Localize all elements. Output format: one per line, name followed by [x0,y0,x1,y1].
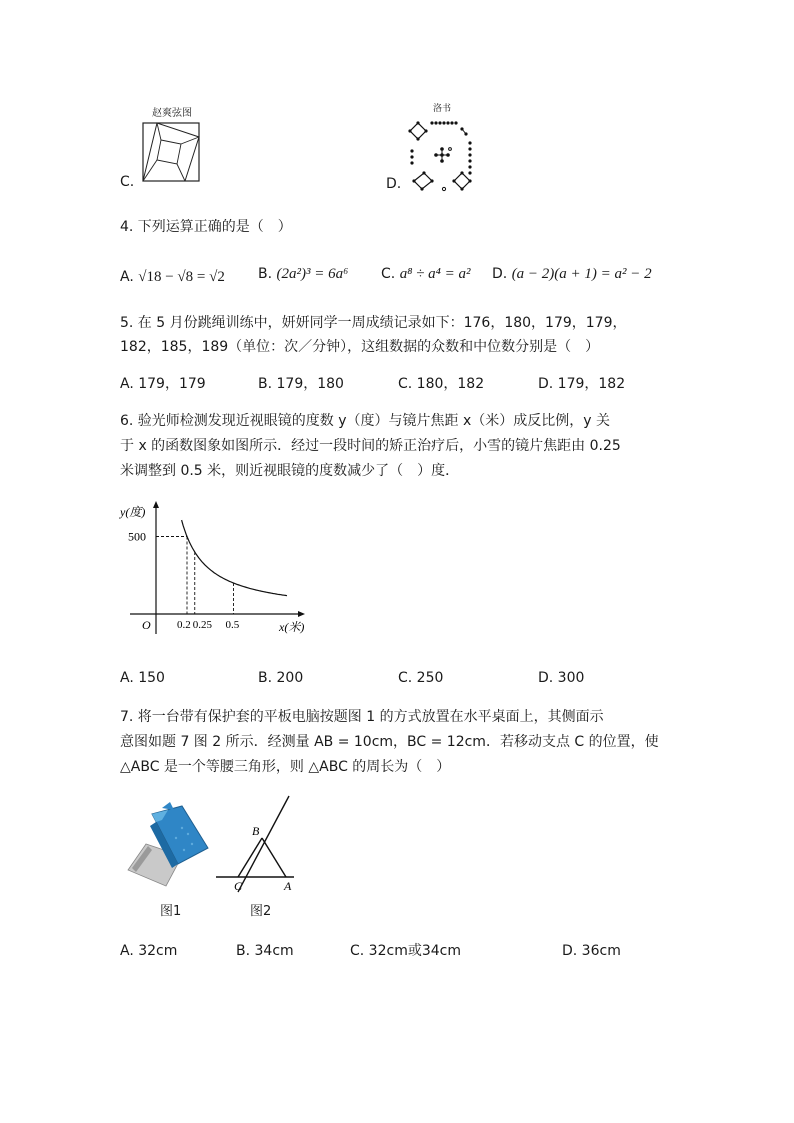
label-b: B [252,824,260,838]
zhao-shuang-diagram [140,120,204,184]
q6-option-d: D. 300 [538,670,585,686]
q4-c-label: C. [381,266,396,282]
q5-option-a: A. 179，179 [120,376,206,392]
support-line-ba [262,838,286,877]
y-axis-arrow [153,501,159,508]
q4-option-d [492,262,652,286]
x-axis-label: x(米) [279,620,305,634]
q6-line-2: 于 x 的函数图象如图所示．经过一段时间的矫正治疗后，小雪的镜片焦距由 0.25 [120,438,621,454]
origin-label: O [142,618,151,632]
q3-option-d-label: D. [386,176,402,192]
q7-line-3: △ABC 是一个等腰三角形，则 △ABC 的周长为（ ） [120,759,451,775]
q6-line-3: 米调整到 0.5 米，则近视眼镜的度数减少了（ ）度． [120,463,460,479]
q7-line-2: 意图如题 7 图 2 所示．经测量 AB = 10cm，BC = 12cm．若移动支点 C 的位置，使 [120,734,659,750]
q5-option-d: D. 179，182 [538,376,626,392]
q5-option-b: B. 179，180 [258,376,344,392]
y-axis-label: y(度) [120,505,146,519]
q7-option-c: C. 32cm或34cm [350,943,461,959]
inverse-proportion-chart [110,498,310,643]
q6-line-1: 6. 验光师检测发现近视眼镜的度数 y（度）与镜片焦距 x（米）成反比例，y 关 [120,413,611,429]
q5-option-c: C. 180，182 [398,376,485,392]
q4-b-expr: (2a²)³ = 6a⁶ [276,266,349,282]
q4-stem: 4. 下列运算正确的是（ ） [120,219,292,235]
luoshu-caption: 洛书 [432,104,451,114]
x-axis-arrow [298,611,305,617]
q7-line-1: 7. 将一台带有保护套的平板电脑按题图 1 的方式放置在水平桌面上，其侧面示 [120,709,604,725]
luoshu-diagram [404,115,480,193]
q6-option-a: A. 150 [120,670,165,686]
label-c: C [234,879,243,893]
q6-option-b: B. 200 [258,670,304,686]
q3-option-c-label: C. [120,174,135,190]
q6-option-c: C. 250 [398,670,444,686]
q4-b-label: B. [258,266,273,282]
inverse-curve [182,520,287,596]
x-tick-0-25: 0.25 [192,619,212,631]
q5-line-2: 182，185，189（单位：次／分钟），这组数据的众数和中位数分别是（ ） [120,339,600,355]
q4-option-b [258,262,348,286]
q4-option-a [120,265,225,289]
zhao-shuang-caption: 赵爽弦图 [152,108,192,119]
q4-c-expr: a⁸ ÷ a⁴ = a² [399,266,471,282]
luoshu-figure [404,104,480,197]
x-tick-0-2: 0.2 [177,619,191,631]
zhao-shuang-figure [140,108,204,188]
q4-a-label: A. [120,269,134,285]
q4-d-label: D. [492,266,508,282]
support-line-bc [238,838,262,877]
tablet-photo-figure [122,798,214,890]
q7-option-b: B. 34cm [236,943,294,959]
label-a: A [284,879,292,893]
triangle-abc-diagram [214,790,314,895]
y-tick-500: 500 [128,529,146,544]
x-tick-0-5: 0.5 [225,619,240,631]
q4-a-expr: √18 − √8 = √2 [138,269,225,285]
q4-option-c [381,262,470,286]
q7-option-d: D. 36cm [562,943,621,959]
q4-d-expr: (a − 2)(a + 1) = a² − 2 [511,266,652,282]
q7-option-a: A. 32cm [120,943,178,959]
q5-line-1: 5. 在 5 月份跳绳训练中，妍妍同学一周成绩记录如下：176，180，179，179， [120,315,627,331]
fig2-caption: 图2 [250,904,272,919]
fig1-caption: 图1 [160,904,182,919]
